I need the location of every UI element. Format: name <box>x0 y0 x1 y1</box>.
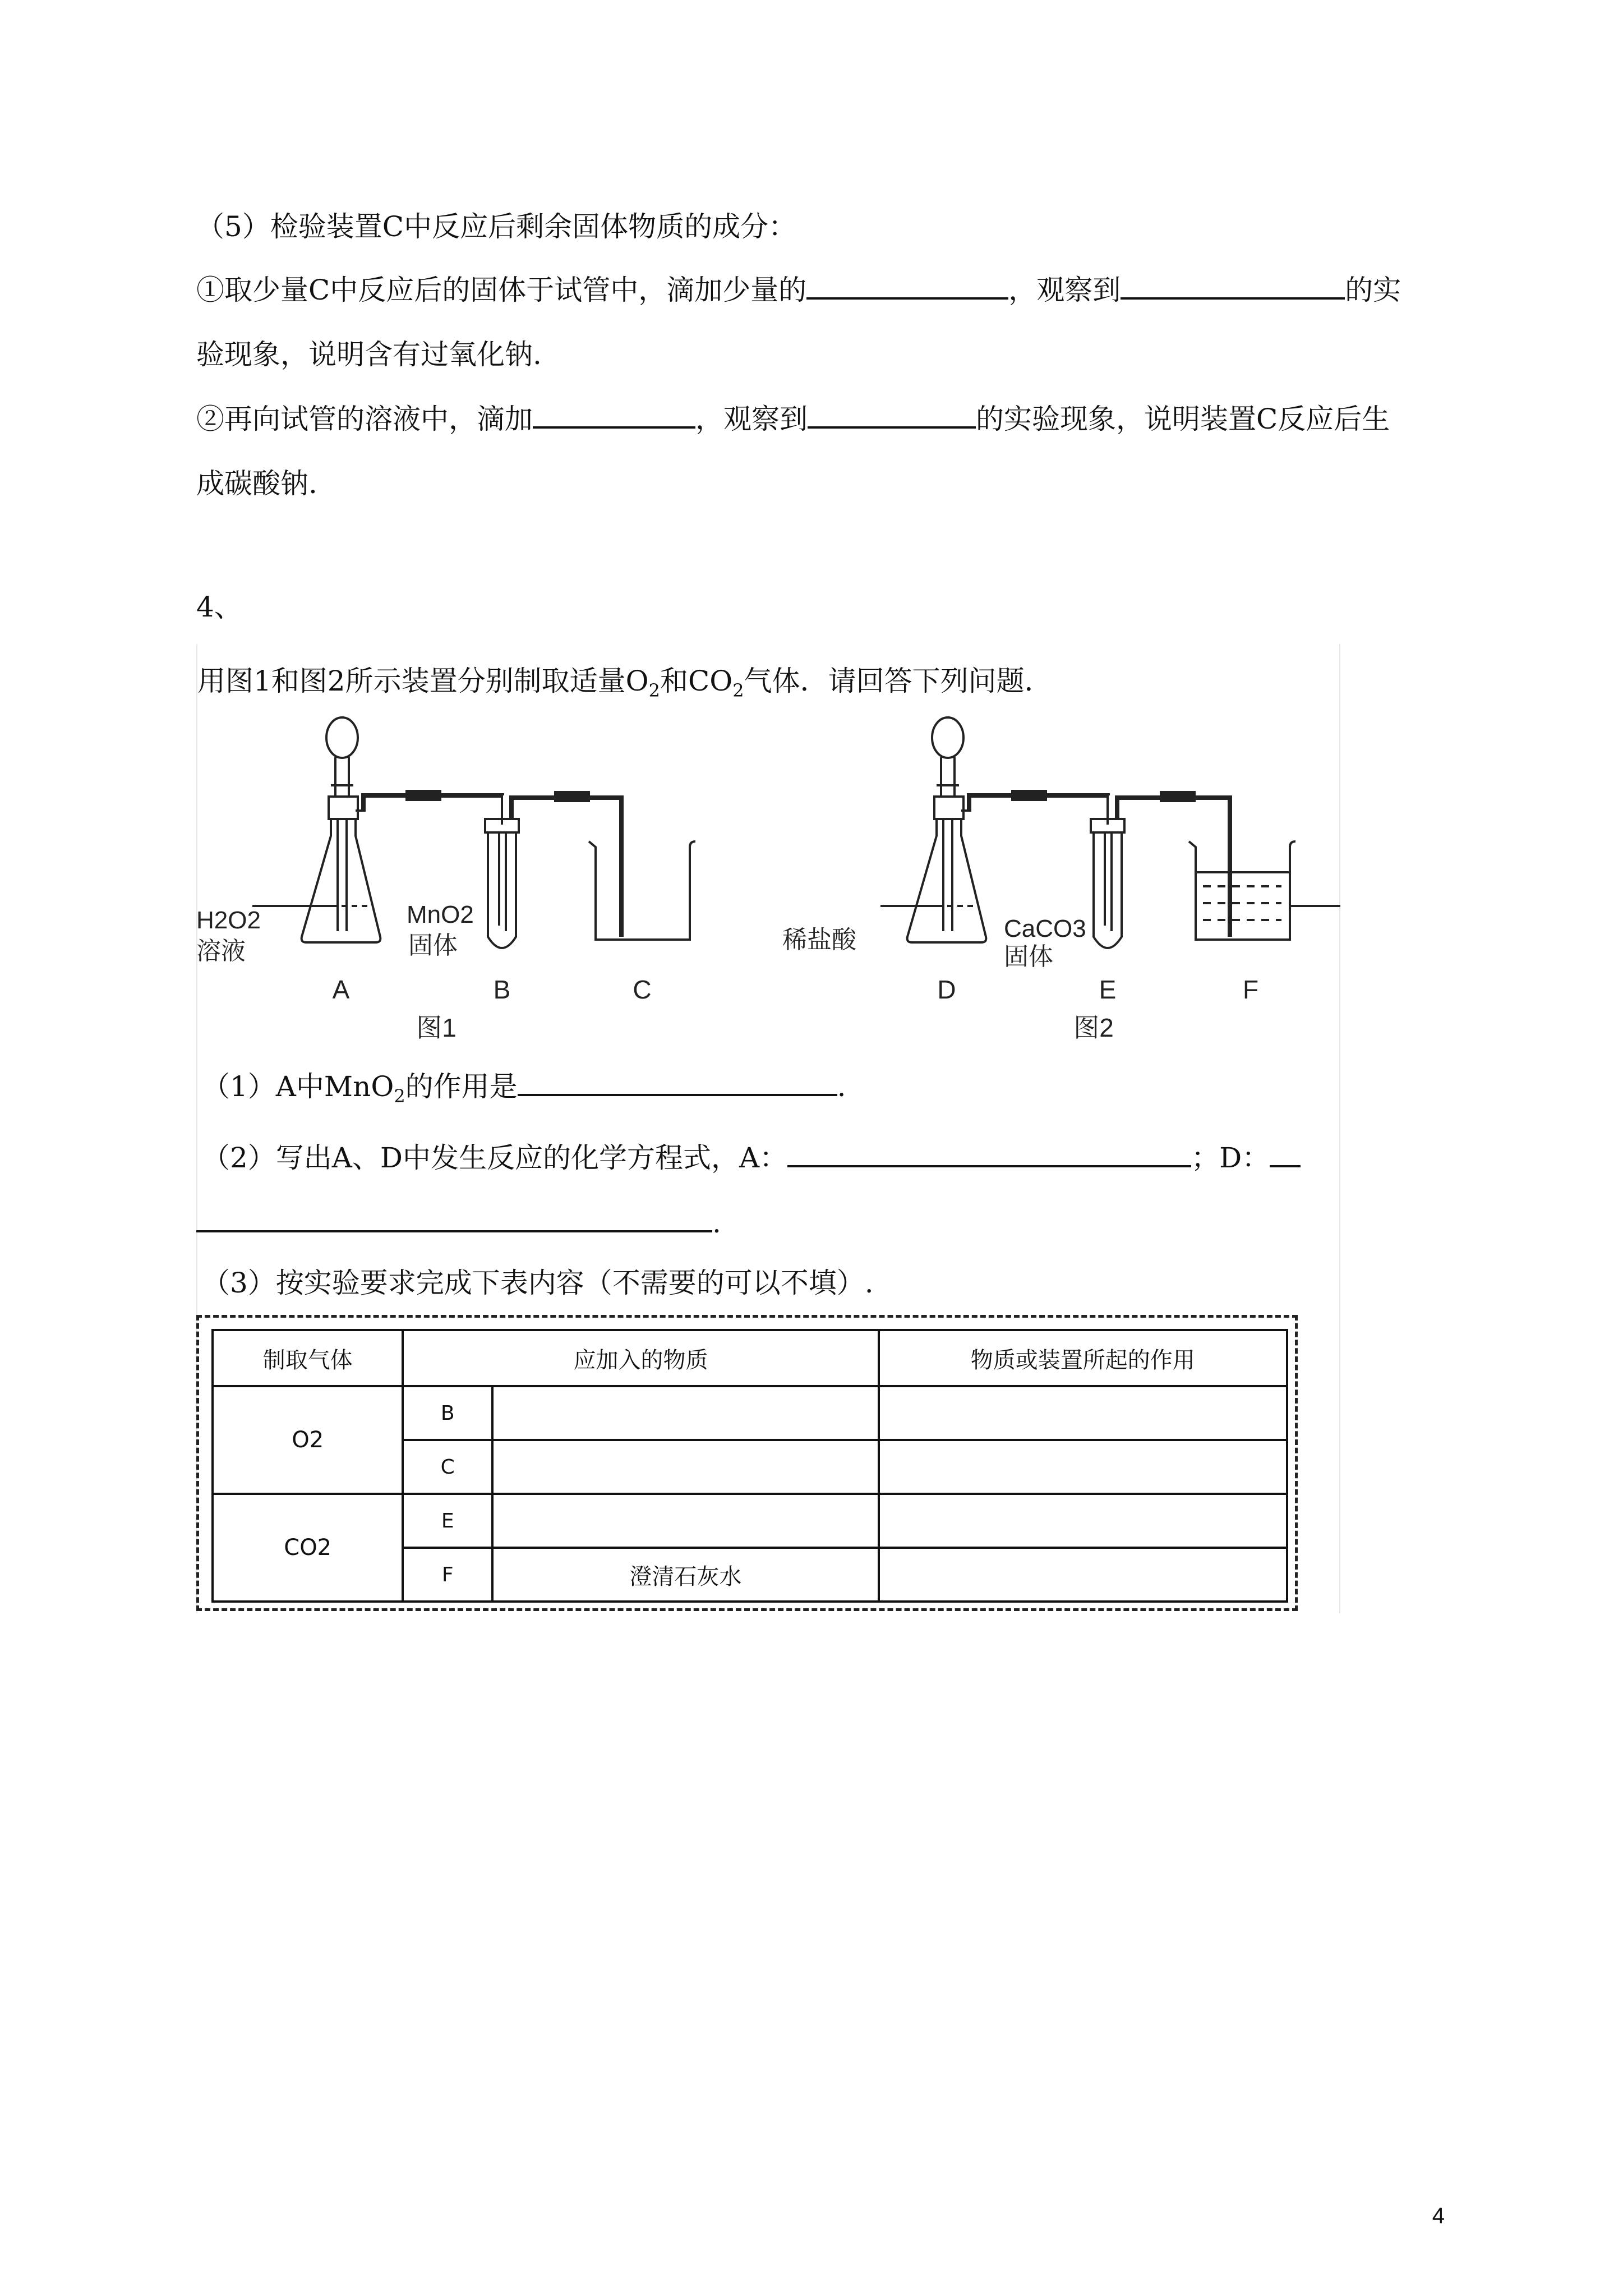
test-tube-e <box>1091 819 1124 948</box>
part5-line1 <box>196 272 1401 308</box>
table-row <box>213 1494 1287 1548</box>
part5-line1-text-c: 的实 <box>1345 274 1401 306</box>
role-cell-f[interactable] <box>879 1548 1287 1602</box>
beaker-c <box>589 841 695 940</box>
sub1-sub: 2 <box>394 1085 405 1107</box>
label-a: A <box>332 975 350 1004</box>
conical-flask-d <box>907 797 986 942</box>
fig2-caption: 图2 <box>1073 1013 1114 1042</box>
sub2-text-c: . <box>712 1207 721 1239</box>
test-tube-b <box>485 819 519 948</box>
role-cell-c[interactable] <box>879 1440 1287 1494</box>
part5-line1-text-a: ①取少量C中反应后的固体于试管中，滴加少量的 <box>196 274 807 306</box>
role-cell-e[interactable] <box>879 1494 1287 1548</box>
answer-blank-7b[interactable] <box>196 1205 712 1232</box>
substance-cell-f[interactable]: 澄清石灰水 <box>492 1548 878 1602</box>
part5-line4: 成碳酸钠. <box>196 467 317 500</box>
q4-sub2-continued <box>196 1205 721 1241</box>
answer-table-frame <box>196 1315 1298 1611</box>
header-substance: 应加入的物质 <box>403 1330 878 1386</box>
header-gas: 制取气体 <box>213 1330 403 1386</box>
part5-line3-text-b: ，观察到 <box>695 403 808 435</box>
answer-blank-2[interactable] <box>1121 273 1345 300</box>
label-h2o2: H2O2 <box>196 907 261 934</box>
table-header-row <box>213 1330 1287 1386</box>
answer-blank-7a[interactable] <box>1270 1140 1301 1167</box>
delivery-tube-bc <box>510 797 623 937</box>
gas-o2: O2 <box>213 1386 403 1494</box>
label-c: C <box>633 975 652 1004</box>
answer-blank-1[interactable] <box>806 273 1008 300</box>
answer-blank-4[interactable] <box>808 402 976 429</box>
sub2-text-a: （2）写出A、D中发生反应的化学方程式，A： <box>202 1142 788 1174</box>
label-d: D <box>937 975 956 1004</box>
answer-blank-3[interactable] <box>533 402 695 429</box>
answer-table <box>211 1329 1288 1603</box>
q4-sub3: （3）按实验要求完成下表内容（不需要的可以不填）. <box>202 1267 874 1299</box>
answer-blank-5[interactable] <box>518 1069 837 1096</box>
intro-text-a: 用图1和图2所示装置分别制取适量O <box>197 665 649 697</box>
substance-cell-c[interactable] <box>492 1440 878 1494</box>
q4-intro <box>197 663 1053 708</box>
q4-sub1 <box>202 1069 846 1114</box>
rubber-tube-1 <box>407 791 440 800</box>
part5-line2: 验现象，说明含有过氧化钠. <box>196 338 542 371</box>
q4-sub2 <box>202 1140 1301 1176</box>
part5-heading: （5）检验装置C中反应后剩余固体物质的成分： <box>196 210 797 243</box>
label-f: F <box>1242 975 1259 1004</box>
substance-cell-b[interactable] <box>492 1386 878 1440</box>
label-solution: 溶液 <box>196 937 246 965</box>
label-caco3: CaCO3 <box>1004 915 1086 942</box>
header-role: 物质或装置所起的作用 <box>879 1330 1287 1386</box>
device-b: B <box>403 1386 492 1440</box>
intro-text-c: 气体．请回答下列问题． <box>744 665 1053 697</box>
role-cell-b[interactable] <box>879 1386 1287 1440</box>
rubber-tube-3 <box>1012 791 1046 800</box>
intro-sub-1: 2 <box>648 680 660 701</box>
gas-co2: CO2 <box>213 1494 403 1602</box>
sub2-text-b: ；D： <box>1191 1142 1270 1174</box>
part5-line3 <box>196 401 1390 437</box>
device-e: E <box>403 1494 492 1548</box>
label-dilute-hcl: 稀盐酸 <box>782 926 856 954</box>
sub1-text-c: . <box>837 1070 846 1103</box>
intro-sub-2: 2 <box>732 680 744 701</box>
substance-cell-e[interactable] <box>492 1494 878 1548</box>
fig1-caption: 图1 <box>416 1013 457 1042</box>
label-solid-1: 固体 <box>408 932 458 959</box>
separatory-funnel-a <box>326 717 358 797</box>
conical-flask-a <box>302 797 381 942</box>
page-number: 4 <box>1432 2203 1445 2228</box>
device-f: F <box>403 1548 492 1602</box>
rubber-tube-4 <box>1161 792 1195 801</box>
device-c: C <box>403 1440 492 1494</box>
answer-blank-6[interactable] <box>787 1140 1191 1167</box>
separatory-funnel-d <box>932 717 963 797</box>
beaker-f <box>1189 841 1340 940</box>
part5-line3-text-a: ②再向试管的溶液中，滴加 <box>196 403 533 435</box>
sub1-text-b: 的作用是 <box>405 1070 518 1103</box>
table-row <box>213 1386 1287 1440</box>
question-number: 4、 <box>196 591 242 623</box>
label-e: E <box>1099 975 1117 1004</box>
label-solid-2: 固体 <box>1004 943 1053 970</box>
part5-line1-text-b: ，观察到 <box>1008 274 1121 306</box>
apparatus-figure <box>196 712 1340 1060</box>
rubber-tube-2 <box>555 792 589 801</box>
intro-text-b: 和CO <box>660 665 733 697</box>
delivery-tube-ef <box>1116 797 1231 937</box>
sub1-text-a: （1）A中MnO <box>202 1070 394 1103</box>
part5-line3-text-c: 的实验现象，说明装置C反应后生 <box>976 403 1390 435</box>
label-b: B <box>493 975 511 1004</box>
label-mno2: MnO2 <box>407 901 474 928</box>
